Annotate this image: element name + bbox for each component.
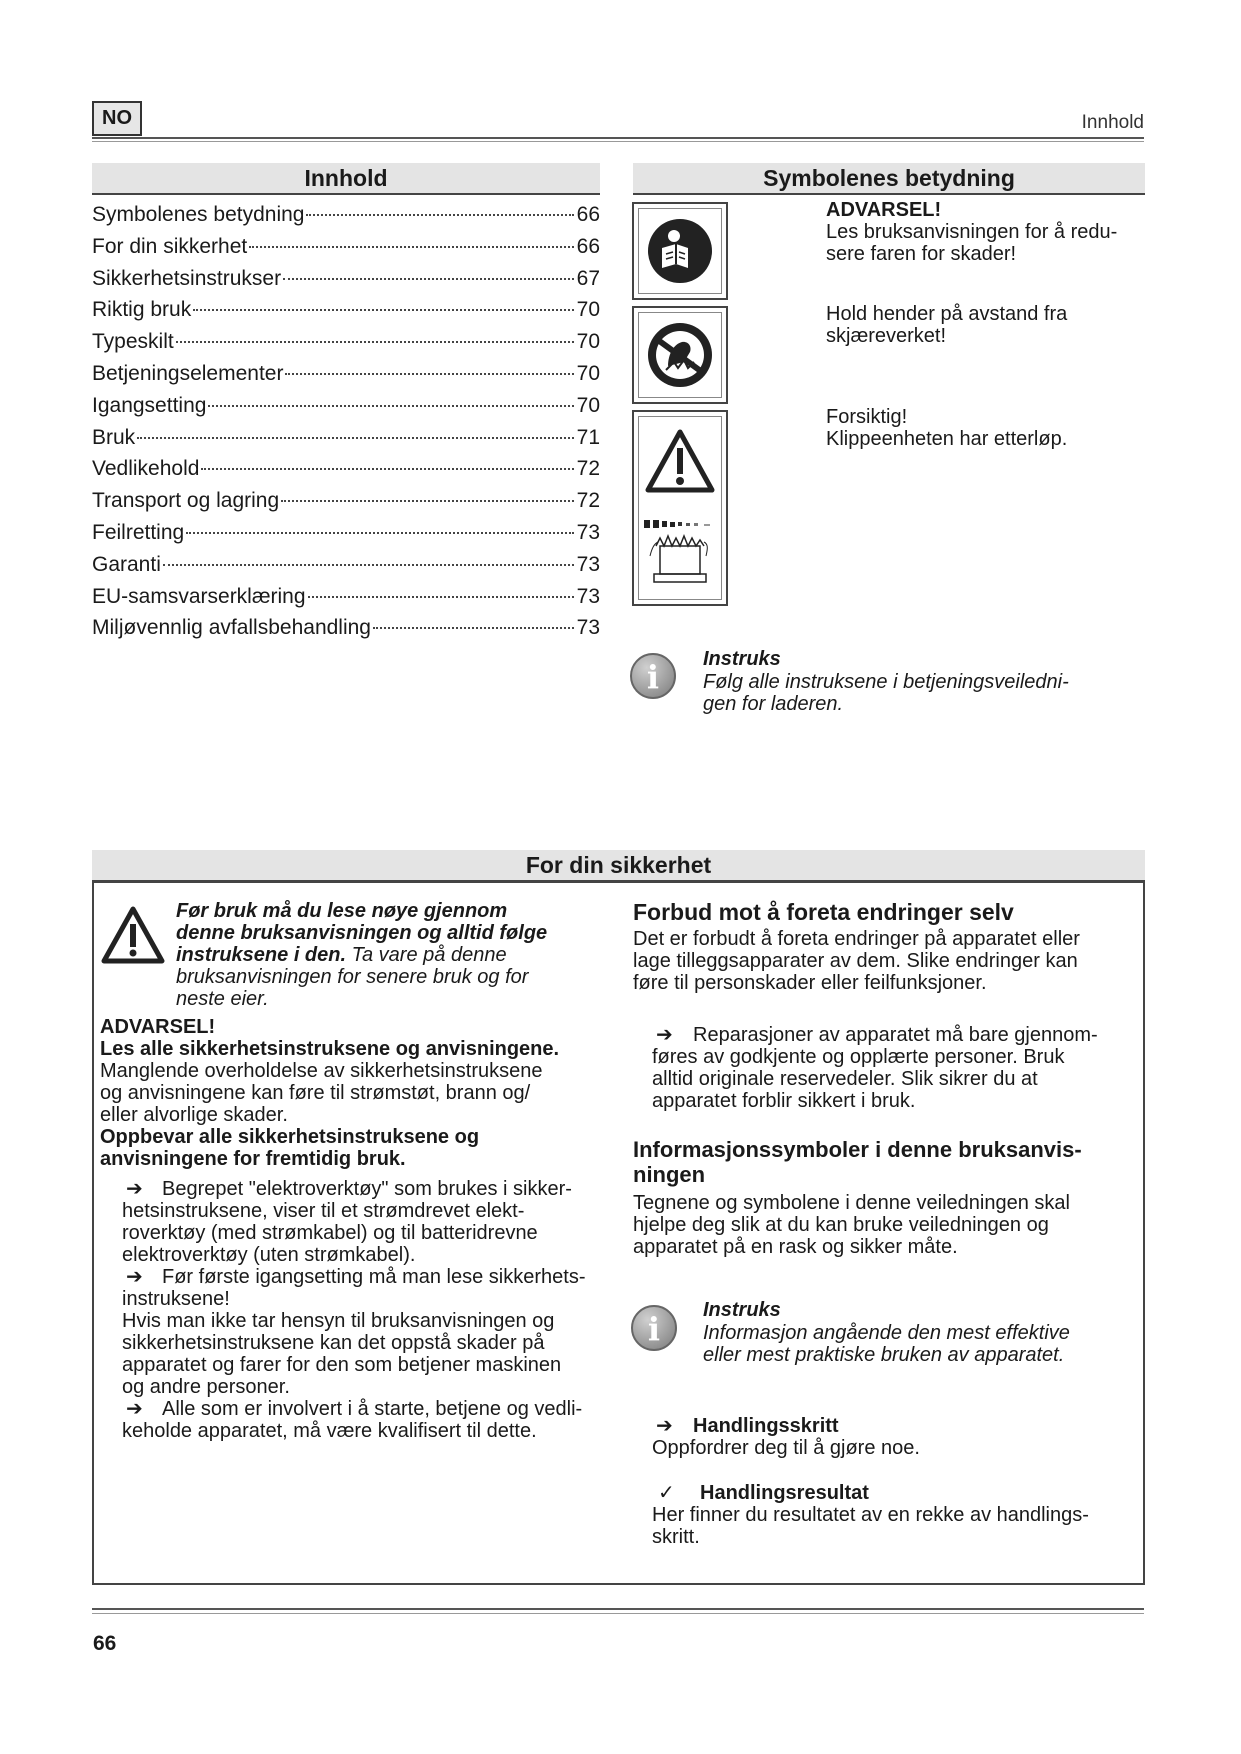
toc-item-label: EU-samsvarserklæring — [92, 584, 306, 608]
check-icon: ✓ — [658, 1482, 675, 1504]
warning-triangle-icon — [100, 905, 166, 965]
toc-item-page: 70 — [576, 298, 600, 322]
intro-line5: neste eier. — [176, 988, 269, 1010]
toc-list — [92, 203, 600, 648]
symbol-box-hands-away — [632, 306, 728, 404]
toc-item — [92, 616, 600, 648]
safety-bullets-left — [122, 1178, 632, 1442]
footer-rule-thin — [92, 1613, 1144, 1614]
toc-item — [92, 362, 600, 394]
toc-item-page: 72 — [576, 489, 600, 513]
changes-heading: Forbud mot å foreta endringer selv — [633, 899, 1014, 925]
symbol-caution-line2: Klippeenheten har etterløp. — [826, 428, 1068, 450]
symbol-caution-line1: Forsiktig! — [826, 406, 908, 428]
safety-warning-block — [100, 1016, 620, 1170]
warning-line-1: Manglende overholdelse av sikkerhetsinstruksene — [100, 1060, 543, 1082]
action-result-title: Handlingsresultat — [700, 1482, 869, 1504]
repairs-line1 — [652, 1024, 1147, 1046]
para2-line3: apparatet og farer for den som betjener maskinen — [122, 1354, 562, 1376]
arrow-icon: ➔ — [126, 1178, 143, 1200]
toc-item-page: 73 — [576, 584, 600, 608]
arrow-icon: ➔ — [656, 1024, 673, 1046]
toc-item — [92, 521, 600, 553]
usage-note — [703, 1299, 1143, 1366]
toc-leader-dots — [308, 596, 574, 598]
action-result-line2: skritt. — [652, 1526, 700, 1548]
toc-item — [92, 394, 600, 426]
toc-leader-dots — [285, 373, 574, 375]
toc-item-label: Feilretting — [92, 520, 185, 544]
arrow-icon: ➔ — [126, 1266, 143, 1288]
bullet1-line4: elektroverktøy (uten strømkabel). — [122, 1244, 416, 1266]
toc-item — [92, 267, 600, 299]
info-icon: i — [630, 653, 676, 699]
intro-line4: bruksanvisningen for senere bruk og for — [176, 966, 529, 988]
para2-line4: og andre personer. — [122, 1376, 290, 1398]
intro-line2: denne bruksanvisningen og alltid følge — [176, 922, 548, 944]
info-symbols-paragraph — [633, 1192, 1143, 1258]
toc-item-page: 66 — [576, 234, 600, 258]
toc-leader-dots — [176, 341, 574, 343]
info-symbols-line1: Tegnene og symbolene i denne veiledningen skal — [633, 1192, 1070, 1214]
repairs-line3: alltid originale reservedeler. Slik sikrer du at — [652, 1068, 1038, 1090]
toc-item-page: 66 — [576, 203, 600, 226]
changes-line3: føre til personskader eller feilfunksjoner. — [633, 972, 987, 994]
info-symbols-line3: apparatet på en rask og sikker måte. — [633, 1236, 958, 1258]
toc-heading: Innhold — [92, 163, 600, 195]
bullet3-line2: keholde apparatet, må være kvalifisert til dette. — [122, 1420, 537, 1442]
action-result-title-line — [652, 1482, 1142, 1504]
toc-item-label: Bruk — [92, 425, 136, 449]
toc-leader-dots — [208, 405, 574, 407]
toc-item-label: Typeskilt — [92, 330, 174, 354]
charger-note — [703, 648, 1143, 715]
symbol-warning-line1: Les bruksanvisningen for å redu- — [826, 221, 1118, 243]
symbol-text-hands — [826, 303, 1146, 347]
toc-item — [92, 553, 600, 585]
toc-leader-dots — [283, 278, 574, 280]
toc-item-label: Vedlikehold — [92, 457, 200, 481]
toc-leader-dots — [201, 468, 574, 470]
toc-item — [92, 457, 600, 489]
toc-item — [92, 235, 600, 267]
bullet1-line3: roverktøy (med strømkabel) og til batteridrevne — [122, 1222, 538, 1244]
toc-item-page: 70 — [576, 361, 600, 385]
bullet2-line2: instruksene! — [122, 1288, 230, 1310]
toc-leader-dots — [373, 627, 574, 629]
intro-line3-bold: instruksene i den. — [176, 944, 347, 966]
toc-item-page: 72 — [576, 457, 600, 481]
repairs-line2: føres av godkjente og opplærte personer. Bruk — [652, 1046, 1065, 1068]
toc-item — [92, 426, 600, 458]
toc-leader-dots — [249, 246, 574, 248]
repairs-line4: apparatet forblir sikkert i bruk. — [652, 1090, 916, 1112]
read-manual-icon — [644, 214, 716, 288]
toc-leader-dots — [186, 532, 574, 534]
safety-warning-title: ADVARSEL! — [100, 1016, 216, 1038]
changes-paragraph — [633, 928, 1143, 994]
action-step-text: Oppfordrer deg til å gjøre noe. — [652, 1437, 920, 1459]
toc-item — [92, 585, 600, 617]
info-symbols-heading-line2: ningen — [633, 1162, 706, 1187]
charger-note-line2: gen for laderen. — [703, 693, 844, 715]
bullet3-text1: Alle som er involvert i å starte, betjene og vedli- — [162, 1398, 583, 1420]
keep-hands-away-icon — [644, 318, 716, 392]
info-symbols-heading — [633, 1137, 1143, 1187]
usage-note-line2: eller mest praktiske bruken av apparatet. — [703, 1344, 1065, 1366]
repairs-bullet — [652, 1024, 1147, 1112]
safety-heading: For din sikkerhet — [92, 850, 1145, 882]
info-icon: i — [631, 1305, 677, 1351]
symbol-text-caution — [826, 406, 1146, 450]
symbol-warning-line2: sere faren for skader! — [826, 243, 1017, 265]
symbol-hands-line2: skjæreverket! — [826, 325, 947, 347]
charger-note-line1: Følg alle instruksene i betjeningsveiledni- — [703, 671, 1069, 693]
repairs-text1: Reparasjoner av apparatet må bare gjennom- — [693, 1024, 1098, 1046]
bullet2-line1 — [122, 1266, 632, 1288]
toc-item — [92, 298, 600, 330]
intro-line1: Før bruk må du lese nøye gjennom — [176, 900, 508, 922]
toc-item-page: 67 — [576, 266, 600, 290]
keep-line-2: anvisningene for fremtidig bruk. — [100, 1148, 406, 1170]
changes-line1: Det er forbudt å foreta endringer på apparatet eller — [633, 928, 1080, 950]
bullet1-text1: Begrepet "elektroverktøy" som brukes i sikker- — [162, 1178, 572, 1200]
toc-item-label: Garanti — [92, 552, 161, 576]
toc-item-page: 73 — [576, 552, 600, 576]
symbol-hands-line1: Hold hender på avstand fra — [826, 303, 1068, 325]
charger-note-title: Instruks — [703, 648, 781, 670]
toc-leader-dots — [281, 500, 574, 502]
page-number: 66 — [93, 1632, 117, 1655]
toc-item-page: 73 — [576, 616, 600, 640]
para2-line1: Hvis man ikke tar hensyn til bruksanvisningen og — [122, 1310, 555, 1332]
info-symbols-heading-line1: Informasjonssymboler i denne bruksanvis- — [633, 1137, 1082, 1162]
toc-item-label: Miljøvennlig avfallsbehandling — [92, 616, 371, 640]
warning-triangle-icon — [644, 428, 716, 496]
header-rule-thin — [92, 141, 1144, 142]
toc-leader-dots — [306, 214, 574, 216]
bullet1-line2: hetsinstruksene, viser til et strømdrevet elekt- — [122, 1200, 525, 1222]
toc-item — [92, 330, 600, 362]
warning-line-3: eller alvorlige skader. — [100, 1104, 288, 1126]
para2-line2: sikkerhetsinstruksene kan det oppstå skader på — [122, 1332, 545, 1354]
action-result-line1: Her finner du resultatet av en rekke av handlings- — [652, 1504, 1089, 1526]
action-step-block — [652, 1415, 1142, 1459]
toc-item-label: Betjeningselementer — [92, 361, 284, 385]
usage-note-line1: Informasjon angående den mest effektive — [703, 1322, 1070, 1344]
toc-item-page: 71 — [576, 425, 600, 449]
toc-item-label: Riktig bruk — [92, 298, 192, 322]
header-rule — [92, 137, 1144, 139]
running-header-title: Innhold — [1081, 112, 1144, 133]
arrow-icon: ➔ — [656, 1415, 673, 1437]
action-step-title-line — [652, 1415, 1142, 1437]
action-step-title: Handlingsskritt — [693, 1415, 839, 1437]
toc-item-label: For din sikkerhet — [92, 234, 248, 258]
usage-note-title: Instruks — [703, 1299, 781, 1321]
bullet3-line1 — [122, 1398, 632, 1420]
symbol-warning-title: ADVARSEL! — [826, 199, 942, 221]
action-result-block — [652, 1482, 1142, 1548]
safety-warning-bold: Les alle sikkerhetsinstruksene og anvisningene. — [100, 1038, 560, 1060]
arrow-icon: ➔ — [126, 1398, 143, 1420]
keep-line-1: Oppbevar alle sikkerhetsinstruksene og — [100, 1126, 480, 1148]
bullet2-text1: Før første igangsetting må man lese sikkerhets- — [162, 1266, 586, 1288]
toc-leader-dots — [163, 564, 574, 566]
safety-intro — [176, 900, 616, 1010]
intro-line3-rest: Ta vare på denne — [346, 944, 507, 966]
language-badge: NO — [92, 101, 142, 136]
toc-item-label: Transport og lagring — [92, 489, 280, 513]
bullet1-line1 — [122, 1178, 632, 1200]
toc-leader-dots — [193, 309, 574, 311]
changes-line2: lage tilleggsapparater av dem. Slike endringer kan — [633, 950, 1078, 972]
intro-line3 — [176, 944, 616, 966]
symbol-box-read-manual — [632, 202, 728, 300]
toc-item-label: Igangsetting — [92, 393, 207, 417]
toc-item-label: Sikkerhetsinstrukser — [92, 266, 282, 290]
symbols-heading: Symbolenes betydning — [633, 163, 1145, 195]
blade-run-on-icon — [642, 516, 718, 596]
info-symbols-line2: hjelpe deg slik at du kan bruke veiledningen og — [633, 1214, 1049, 1236]
toc-item-page: 70 — [576, 330, 600, 354]
toc-item-label: Symbolenes betydning — [92, 203, 305, 226]
symbol-text-warning — [826, 199, 1146, 265]
toc-item — [92, 203, 600, 235]
warning-line-2: og anvisningene kan føre til strømstøt, brann og/ — [100, 1082, 531, 1104]
toc-item-page: 73 — [576, 520, 600, 544]
toc-leader-dots — [137, 437, 574, 439]
footer-rule — [92, 1608, 1144, 1610]
toc-item-page: 70 — [576, 393, 600, 417]
symbol-box-caution — [632, 410, 728, 606]
toc-item — [92, 489, 600, 521]
